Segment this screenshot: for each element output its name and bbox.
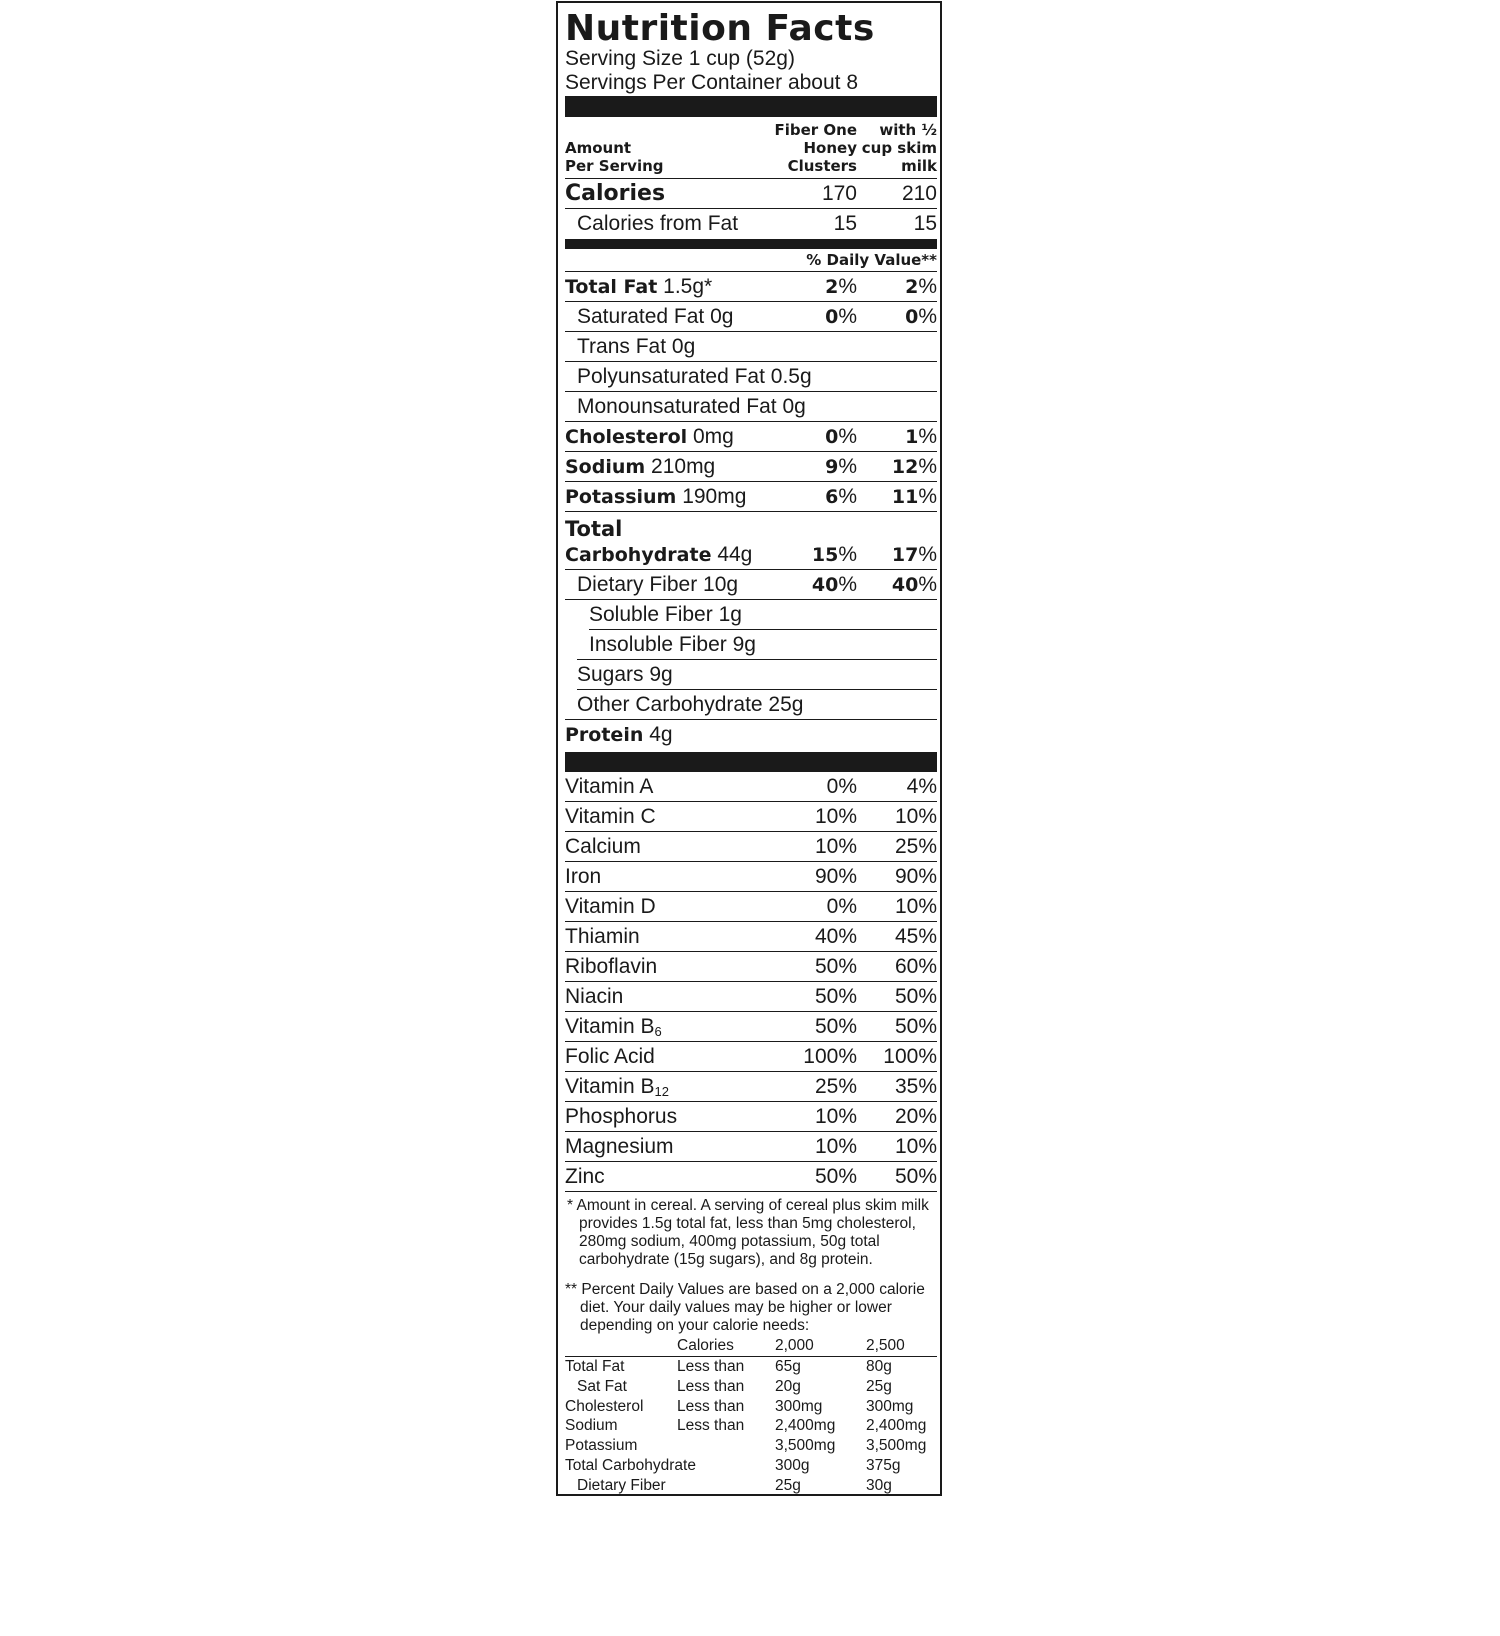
total-fat-label bbox=[565, 274, 712, 300]
dv-number: 15 bbox=[811, 544, 839, 566]
vitamin-row bbox=[565, 1042, 937, 1072]
insoluble-fiber-row bbox=[565, 630, 937, 660]
saturated-fat-dv-milk bbox=[905, 304, 937, 330]
soluble-fiber-label: Soluble Fiber 1g bbox=[589, 603, 742, 626]
dv-number: 0 bbox=[905, 306, 919, 328]
vitamin-dv-cereal: 25% bbox=[814, 1075, 857, 1098]
sodium-row bbox=[565, 452, 937, 482]
vitamin-name: Vitamin A bbox=[565, 775, 654, 798]
dv-row-qualifier: Less than bbox=[677, 1378, 745, 1395]
potassium-row bbox=[565, 482, 937, 512]
sodium-label bbox=[565, 454, 715, 480]
vitamin-dv-cereal: 40% bbox=[814, 925, 857, 948]
vitamin-row bbox=[565, 892, 937, 922]
dv-row-2000: 25g bbox=[775, 1477, 801, 1494]
pct-sign: % bbox=[838, 573, 857, 596]
pct-sign: % bbox=[838, 425, 857, 448]
dv-number: 40 bbox=[891, 574, 919, 596]
nutrition-label bbox=[556, 1, 942, 1496]
pct-sign: % bbox=[918, 485, 937, 508]
col2-line2: cup skim bbox=[861, 139, 937, 157]
carb-name-line2: Carbohydrate bbox=[565, 544, 712, 566]
total-fat-row bbox=[565, 272, 937, 302]
dv-row-2500: 375g bbox=[866, 1457, 901, 1474]
pct-sign: % bbox=[918, 275, 937, 298]
dv-number: 0 bbox=[825, 426, 839, 448]
amount-line1: Amount bbox=[565, 139, 632, 157]
calories-label: Calories bbox=[565, 181, 666, 206]
protein-label bbox=[565, 722, 673, 748]
dv-header-calories: Calories bbox=[677, 1337, 734, 1354]
footnote-line: provides 1.5g total fat, less than 5mg cholesterol, bbox=[579, 1215, 916, 1232]
total-fat-dv-cereal bbox=[825, 274, 857, 300]
carb-label-line2 bbox=[565, 542, 752, 568]
vitamin-dv-milk: 60% bbox=[894, 955, 937, 978]
calories-row bbox=[565, 179, 937, 209]
total-fat-dv-milk bbox=[905, 274, 937, 300]
pct-sign: % bbox=[838, 305, 857, 328]
dv-row-2500: 80g bbox=[866, 1358, 892, 1375]
col1-line1: Fiber One bbox=[774, 121, 857, 139]
dv-number: 9 bbox=[825, 456, 839, 478]
vitamin-dv-cereal: 10% bbox=[814, 805, 857, 828]
footnote-line: * Amount in cereal. A serving of cereal plus skim milk bbox=[567, 1197, 929, 1214]
vitamin-dv-cereal: 100% bbox=[803, 1045, 857, 1068]
potassium-label bbox=[565, 484, 746, 510]
cff-value-milk: 15 bbox=[913, 212, 937, 235]
dv-number: 6 bbox=[825, 486, 839, 508]
vitamin-dv-milk: 10% bbox=[894, 805, 937, 828]
cholesterol-name: Cholesterol bbox=[565, 426, 688, 448]
sugars-row bbox=[565, 660, 937, 690]
dv-row-name: Total Fat bbox=[565, 1358, 625, 1375]
dv-number: 17 bbox=[891, 544, 919, 566]
trans-fat-label: Trans Fat 0g bbox=[577, 335, 696, 358]
vitamin-row bbox=[565, 1132, 937, 1162]
calories-from-fat-label: Calories from Fat bbox=[577, 212, 739, 235]
fiber-dv-cereal bbox=[812, 572, 857, 598]
vitamin-name: Phosphorus bbox=[565, 1105, 678, 1128]
dv-row-2500: 25g bbox=[866, 1378, 892, 1395]
pct-sign: % bbox=[838, 485, 857, 508]
footnote-line: ** Percent Daily Values are based on a 2,000 calorie bbox=[565, 1281, 925, 1298]
cholesterol-row bbox=[565, 422, 937, 452]
vitamin-dv-milk: 50% bbox=[894, 1165, 937, 1188]
vitamin-dv-milk: 50% bbox=[894, 1015, 937, 1038]
dv-row-2000: 20g bbox=[775, 1378, 801, 1395]
vitamin-dv-milk: 90% bbox=[894, 865, 937, 888]
daily-value-header: % Daily Value** bbox=[806, 251, 937, 269]
vitamin-name: Folic Acid bbox=[565, 1045, 655, 1068]
col2-header bbox=[862, 121, 937, 175]
col1-header bbox=[774, 121, 857, 175]
vitamin-dv-cereal: 10% bbox=[814, 1135, 857, 1158]
vitamin-row bbox=[565, 952, 937, 982]
vitamin-row bbox=[565, 832, 937, 862]
carb-amount: 44g bbox=[717, 543, 753, 566]
saturated-fat-row bbox=[565, 302, 937, 332]
dv-number: 0 bbox=[825, 306, 839, 328]
vitamin-dv-milk: 50% bbox=[894, 985, 937, 1008]
vitamin-dv-cereal: 50% bbox=[814, 1015, 857, 1038]
vitamin-row bbox=[565, 982, 937, 1012]
thick-divider-top bbox=[565, 96, 937, 117]
vitamin-dv-cereal: 0% bbox=[826, 895, 857, 918]
protein-row bbox=[565, 720, 937, 750]
vitamin-row bbox=[565, 922, 937, 952]
vitamin-dv-milk: 20% bbox=[894, 1105, 937, 1128]
pct-sign: % bbox=[918, 455, 937, 478]
vitamin-name: Magnesium bbox=[565, 1135, 674, 1158]
insoluble-fiber-label: Insoluble Fiber 9g bbox=[589, 633, 756, 656]
vitamin-name: Niacin bbox=[565, 985, 624, 1008]
vitamin-dv-milk: 10% bbox=[894, 1135, 937, 1158]
vitamin-row bbox=[565, 1162, 937, 1192]
dv-row-2000: 300g bbox=[775, 1457, 810, 1474]
vitamin-dv-cereal: 50% bbox=[814, 1165, 857, 1188]
protein-amount: 4g bbox=[649, 723, 673, 746]
potassium-name: Potassium bbox=[565, 486, 677, 508]
dv-row-qualifier: Less than bbox=[677, 1417, 745, 1434]
footnote-line: depending on your calorie needs: bbox=[580, 1317, 810, 1334]
cff-value-cereal: 15 bbox=[833, 212, 857, 235]
pct-sign: % bbox=[838, 455, 857, 478]
dv-number: 11 bbox=[891, 486, 919, 508]
vitamin-dv-milk: 100% bbox=[883, 1045, 937, 1068]
mono-fat-row bbox=[565, 392, 937, 422]
protein-name: Protein bbox=[565, 724, 644, 746]
vitamin-name: Riboflavin bbox=[565, 955, 658, 978]
vitamin-name-text: Vitamin B bbox=[565, 1075, 655, 1098]
pct-sign: % bbox=[918, 305, 937, 328]
vitamin-dv-cereal: 90% bbox=[814, 865, 857, 888]
pct-sign: % bbox=[838, 275, 857, 298]
cholesterol-dv-milk bbox=[905, 424, 937, 450]
dv-row-qualifier: Less than bbox=[677, 1358, 745, 1375]
dv-number: 2 bbox=[825, 276, 839, 298]
soluble-fiber-row bbox=[565, 600, 937, 630]
dv-number: 1 bbox=[905, 426, 919, 448]
dv-row-name: Total Carbohydrate bbox=[565, 1457, 696, 1474]
dv-row-2500: 30g bbox=[866, 1477, 892, 1494]
potassium-dv-milk bbox=[892, 484, 937, 510]
dv-number: 12 bbox=[891, 456, 919, 478]
dv-row-name: Dietary Fiber bbox=[577, 1477, 666, 1494]
saturated-fat-label: Saturated Fat 0g bbox=[577, 305, 734, 328]
sodium-dv-cereal bbox=[825, 454, 857, 480]
cholesterol-amount: 0mg bbox=[692, 425, 734, 448]
footnote-line: diet. Your daily values may be higher or lower bbox=[580, 1299, 892, 1316]
vitamin-row bbox=[565, 862, 937, 892]
carb-name-line1: Total bbox=[565, 517, 623, 541]
trans-fat-row bbox=[565, 332, 937, 362]
vitamin-dv-cereal: 50% bbox=[814, 955, 857, 978]
row-line bbox=[565, 1191, 937, 1192]
vitamin-dv-milk: 10% bbox=[894, 895, 937, 918]
dv-row-2000: 65g bbox=[775, 1358, 801, 1375]
sodium-amount: 210mg bbox=[651, 455, 716, 478]
vitamin-row bbox=[565, 772, 937, 802]
calories-value-milk: 210 bbox=[901, 182, 937, 205]
vitamin-row bbox=[565, 1012, 937, 1042]
other-carb-label: Other Carbohydrate 25g bbox=[577, 693, 804, 716]
pct-sign: % bbox=[918, 425, 937, 448]
dv-number: 2 bbox=[905, 276, 919, 298]
amount-line2: Per Serving bbox=[565, 157, 664, 175]
serving-size: Serving Size 1 cup (52g) bbox=[565, 47, 795, 70]
poly-fat-row bbox=[565, 362, 937, 392]
dv-row-name: Potassium bbox=[565, 1437, 638, 1454]
pct-sign: % bbox=[918, 573, 937, 596]
saturated-fat-dv-cereal bbox=[825, 304, 857, 330]
dv-header-2500: 2,500 bbox=[866, 1337, 905, 1354]
sugars-label: Sugars 9g bbox=[577, 663, 673, 686]
daily-value-table bbox=[565, 1336, 937, 1636]
dv-row-2500: 3,500mg bbox=[866, 1437, 927, 1454]
medium-divider bbox=[565, 239, 937, 249]
carbohydrate-row bbox=[565, 512, 937, 570]
dietary-fiber-label: Dietary Fiber 10g bbox=[577, 573, 739, 596]
dv-row-2500: 2,400mg bbox=[866, 1417, 927, 1434]
total-fat-amount: 1.5g* bbox=[663, 275, 713, 298]
servings-per-container: Servings Per Container about 8 bbox=[565, 71, 859, 94]
vitamin-name: Iron bbox=[565, 865, 602, 888]
other-carb-row bbox=[565, 690, 937, 720]
vitamin-subscript: 12 bbox=[654, 1084, 669, 1099]
dietary-fiber-row bbox=[565, 570, 937, 600]
dv-row-2000: 2,400mg bbox=[775, 1417, 836, 1434]
dv-row-name: Cholesterol bbox=[565, 1398, 644, 1415]
cholesterol-dv-cereal bbox=[825, 424, 857, 450]
vitamin-row bbox=[565, 802, 937, 832]
potassium-dv-cereal bbox=[825, 484, 857, 510]
dv-row-name: Sodium bbox=[565, 1417, 618, 1434]
total-fat-name: Total Fat bbox=[565, 276, 658, 298]
vitamin-dv-milk: 45% bbox=[894, 925, 937, 948]
col1-line2: Honey bbox=[803, 139, 857, 157]
pct-sign: % bbox=[838, 543, 857, 566]
col2-line3: milk bbox=[901, 157, 937, 175]
cholesterol-label bbox=[565, 424, 734, 450]
vitamin-dv-milk: 35% bbox=[894, 1075, 937, 1098]
amount-per-serving-header bbox=[565, 139, 664, 175]
poly-fat-label: Polyunsaturated Fat 0.5g bbox=[577, 365, 812, 388]
dv-number: 40 bbox=[811, 574, 839, 596]
calories-value-cereal: 170 bbox=[821, 182, 857, 205]
col1-line3: Clusters bbox=[787, 157, 857, 175]
footnote-line: 280mg sodium, 400mg potassium, 50g total bbox=[579, 1233, 880, 1250]
vitamin-name: Vitamin D bbox=[565, 895, 656, 918]
calories-from-fat-row bbox=[565, 209, 937, 239]
pct-sign: % bbox=[918, 543, 937, 566]
vitamin-name: Thiamin bbox=[565, 925, 640, 948]
dv-row-name: Sat Fat bbox=[577, 1378, 627, 1395]
footnote-daily-values bbox=[565, 1281, 925, 1335]
vitamin-dv-cereal: 50% bbox=[814, 985, 857, 1008]
vitamin-name-text: Vitamin B bbox=[565, 1015, 655, 1038]
dv-row-2500: 300mg bbox=[866, 1398, 914, 1415]
footnote-line: carbohydrate (15g sugars), and 8g protein. bbox=[579, 1251, 873, 1268]
dv-row-qualifier: Less than bbox=[677, 1398, 745, 1415]
col2-line1: with ½ bbox=[879, 121, 937, 139]
vitamin-dv-cereal: 10% bbox=[814, 835, 857, 858]
footnote-amount-in-cereal bbox=[567, 1197, 929, 1269]
vitamin-name: Calcium bbox=[565, 835, 641, 858]
dv-row-2000: 300mg bbox=[775, 1398, 823, 1415]
vitamin-dv-milk: 25% bbox=[894, 835, 937, 858]
dv-row-2000: 3,500mg bbox=[775, 1437, 836, 1454]
vitamin-row bbox=[565, 1072, 937, 1102]
vitamin-dv-cereal: 10% bbox=[814, 1105, 857, 1128]
vitamin-name: Vitamin C bbox=[565, 805, 656, 828]
vitamin-subscript: 6 bbox=[654, 1024, 662, 1039]
mono-fat-label: Monounsaturated Fat 0g bbox=[577, 395, 806, 418]
fiber-dv-milk bbox=[892, 572, 937, 598]
vitamin-row bbox=[565, 1102, 937, 1132]
vitamin-name: Zinc bbox=[565, 1165, 605, 1188]
vitamin-dv-cereal: 0% bbox=[826, 775, 857, 798]
sodium-name: Sodium bbox=[565, 456, 646, 478]
carb-dv-cereal bbox=[812, 542, 857, 568]
thick-divider-vitamins bbox=[565, 752, 937, 772]
vitamin-dv-milk: 4% bbox=[906, 775, 937, 798]
carb-dv-milk bbox=[892, 542, 937, 568]
dv-header-2000: 2,000 bbox=[775, 1337, 814, 1354]
label-title: Nutrition Facts bbox=[565, 8, 875, 49]
potassium-amount: 190mg bbox=[682, 485, 747, 508]
sodium-dv-milk bbox=[892, 454, 937, 480]
